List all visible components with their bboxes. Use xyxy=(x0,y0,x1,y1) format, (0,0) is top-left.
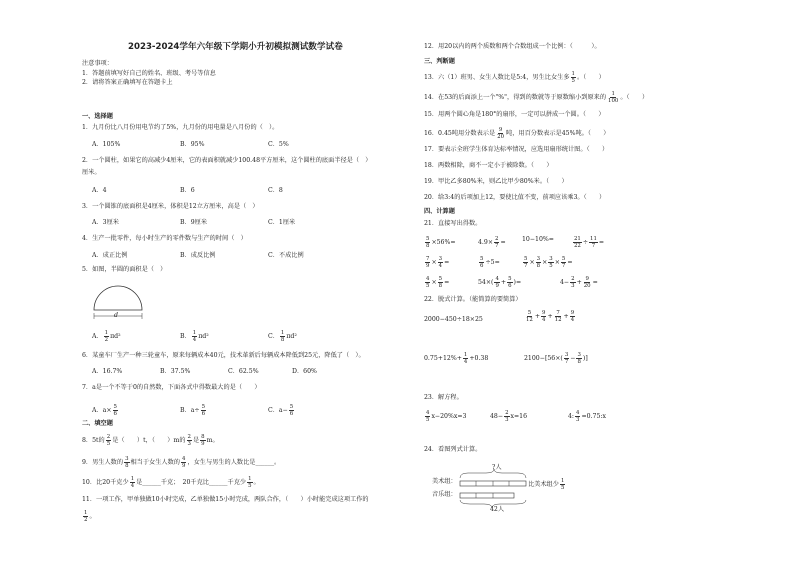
q1-option-b: B．95% xyxy=(180,141,205,148)
calc-21-6: $\frac{5}{6}$ ÷5= xyxy=(480,256,500,269)
question-12: 12．用20以内的两个质数和两个合数组成一个比例：（ ）。 xyxy=(424,43,601,50)
question-17: 17．要表示全班学生体育达标率情况，应选用扇形统计图。（ ） xyxy=(424,146,609,153)
question-2-cont: 厘米。 xyxy=(82,169,101,176)
question-24: 24．看图列式计算。 xyxy=(424,446,482,453)
calc-21-5: $\frac{7}{9}$ × $\frac{3}{4}$ = xyxy=(426,256,450,269)
question-6: 6．某童车厂生产一种三轮童车，原来每辆成本40元，技术革新后每辆成本降低到25元，降低了（ ）。 xyxy=(82,352,365,359)
q3-option-a: A．3厘米 xyxy=(92,219,119,226)
q6-option-a: A．16.7% xyxy=(92,368,123,375)
question-19: 19．甲比乙多80%米，则乙比甲少80%米。（ ） xyxy=(424,178,568,185)
section-choice-heading: 一、选择题 xyxy=(82,113,113,120)
equation-23-1: $\frac{4}{5}$ x−20%x=3 xyxy=(426,410,467,423)
calc-21-2: 4.9× $\frac{2}{7}$ = xyxy=(478,236,506,249)
q1-option-a: A．105% xyxy=(92,141,121,148)
q1-option-c: C．5% xyxy=(268,141,289,148)
q6-option-d: D．60% xyxy=(292,368,317,375)
question-16: 16．0.45吨用分数表示是 $\frac{9}{20}$ 吨，用百分数表示是45%吨。（ ） xyxy=(424,127,610,140)
question-5: 5．如图，半圆的面积是（ ） xyxy=(82,266,167,273)
question-2: 2．一个圆柱，如果它的高减少4厘米，它的表面积就减少100.48平方厘米，这个圆柱的底面半径是（ ） xyxy=(82,157,372,164)
diagram-art-label: 美术组： xyxy=(432,478,457,485)
equation-23-2: 48− $\frac{2}{3}$ x=16 xyxy=(490,410,528,423)
section-calc-heading: 四、计算题 xyxy=(424,208,455,215)
question-3: 3．一个圆锥的底面积是4厘米，体积是12立方厘米，高是（ ） xyxy=(82,203,259,210)
q4-option-b: B．成反比例 xyxy=(180,252,216,259)
semicircle-arc xyxy=(94,286,142,310)
q7-option-b: B．a÷ $\frac{5}{6}$ xyxy=(180,404,206,417)
semicircle-d-label: d xyxy=(114,312,118,319)
calc-22-2: $\frac{5}{12}$ + $\frac{9}{4}$ + $\frac{7}{12}$ + $\frac{9}{4}$ xyxy=(526,310,575,323)
question-22: 22．脱式计算。（能简算的要简算） xyxy=(424,296,522,303)
question-9: 9．男生人数的 $\frac{3}{8}$ 相当于女生人数的 $\frac{4}{9}$ ，女生与男生的人数比是______。 xyxy=(82,456,281,469)
question-4: 4．生产一批零件，每小时生产的零件数与生产的时间（ ） xyxy=(82,235,247,242)
diagram-total-label: 42人 xyxy=(490,506,505,513)
question-11: 11．一项工作，甲单独做10小时完成，乙单独做15小时完成，两队合作，（ ）小时能完成这项工作的 xyxy=(82,496,369,503)
question-8: 8．5t的 $\frac{2}{5}$ 是（ ）t，（ ）m的 $\frac{2}{3}$ 是 $\frac{8}{9}$ m。 xyxy=(82,434,219,447)
q7-option-c: C．a− $\frac{5}{6}$ xyxy=(268,404,294,417)
question-21: 21．直接写出得数。 xyxy=(424,220,482,227)
calc-21-8: $\frac{4}{5}$ × $\frac{5}{8}$ = xyxy=(426,276,450,289)
notice-item-2: 2．请将答案正确填写在答题卡上 xyxy=(82,79,173,86)
notice-item-1: 1．答题前填写好自己的姓名、班级、考号等信息 xyxy=(82,70,216,77)
equation-23-3: 4: $\frac{4}{3}$ =0.75:x xyxy=(568,410,607,423)
question-23: 23．解方程。 xyxy=(424,394,463,401)
notice-heading: 注意事项： xyxy=(82,60,113,67)
q3-option-c: C．1厘米 xyxy=(268,219,296,226)
q2-option-b: B．6 xyxy=(180,187,195,194)
q2-option-a: A．4 xyxy=(92,187,107,194)
q4-option-c: C．不成比例 xyxy=(268,252,304,259)
q7-option-a: A．a× $\frac{5}{6}$ xyxy=(92,404,117,417)
calc-22-3: 0.75+12%+ $\frac{1}{4}$ +0.38 xyxy=(424,352,489,365)
calc-21-3: 10−10%= xyxy=(522,236,554,243)
segment-diagram xyxy=(458,468,538,508)
calc-21-9: 54×( $\frac{4}{9}$ + $\frac{5}{6}$ )= xyxy=(478,276,522,289)
q3-option-b: B．9厘米 xyxy=(180,219,208,226)
q5-option-b: B． $\frac{1}{4}$ πd² xyxy=(180,330,209,343)
q4-option-a: A．成正比例 xyxy=(92,252,128,259)
diagram-question-label: ?人 xyxy=(492,464,502,471)
section-judge-heading: 三、判断题 xyxy=(424,58,455,65)
exam-title: 2023-2024学年六年级下学期小升初模拟测试数学试卷 xyxy=(128,42,343,52)
question-11-cont: $\frac{1}{2}$ 。 xyxy=(84,510,96,523)
diagram-music-label: 音乐组： xyxy=(432,491,457,498)
question-20: 20．给3:4的后项加上12，要使比值不变，前项应该乘3。（ ） xyxy=(424,194,606,201)
question-7: 7．a是一个不等于0的自然数，下面各式中得数最大的是（ ） xyxy=(82,384,261,391)
q2-option-c: C．8 xyxy=(268,187,283,194)
question-13: 13．六（1）班男、女生人数比是5:4，男生比女生多 $\frac{1}{5}$ 。（ ） xyxy=(424,71,605,84)
section-fill-heading: 二、填空题 xyxy=(82,420,113,427)
q5-option-c: C． $\frac{1}{8}$ πd² xyxy=(268,330,297,343)
question-1: 1．九月份比八月份用电节约了5%，九月份的用电量是八月份的（ ）。 xyxy=(82,124,279,131)
question-18: 18．两数相除，商不一定小于被除数。（ ） xyxy=(424,162,553,169)
calc-22-1: 2000−450÷18×25 xyxy=(424,316,483,323)
total-brace xyxy=(460,500,526,508)
question-14: 14．在53的后面添上一个"%"，得到的数就等于原数缩小到原来的 $\frac{1}{100}$ 。（ ） xyxy=(424,91,649,104)
q6-option-c: C．62.5% xyxy=(228,368,259,375)
calc-21-4: $\frac{21}{22}$ ÷ $\frac{11}{7}$ = xyxy=(574,236,605,249)
question-10: 10．比20千克少 $\frac{1}{4}$ 是______千克； 20千克比______千克少 $\frac{1}{5}$ 。 xyxy=(82,476,260,489)
q6-option-b: B．37.5% xyxy=(160,368,191,375)
calc-21-7: $\frac{5}{7}$ × $\frac{3}{8}$ × $\frac{3}{5}$ × $\frac{5}{7}$ = xyxy=(524,256,573,269)
q5-option-a: A． $\frac{1}{2}$ πd² xyxy=(92,330,121,343)
calc-21-10: 4− $\frac{2}{3}$ + $\frac{9}{20}$ = xyxy=(560,276,598,289)
music-bar xyxy=(460,493,514,498)
calc-21-1: $\frac{5}{8}$ ×56%= xyxy=(426,236,456,249)
semicircle-figure xyxy=(88,282,148,320)
question-15: 15．用两个圆心角是180°的扇形，一定可以拼成一个圆。（ ） xyxy=(424,111,605,118)
calc-22-4: 2100−[56×( $\frac{3}{7}$ − $\frac{3}{8}$ )] xyxy=(524,352,588,365)
art-brace xyxy=(460,469,526,478)
diagram-compare-note: 比美术组少 $\frac{1}{5}$ xyxy=(528,478,565,491)
